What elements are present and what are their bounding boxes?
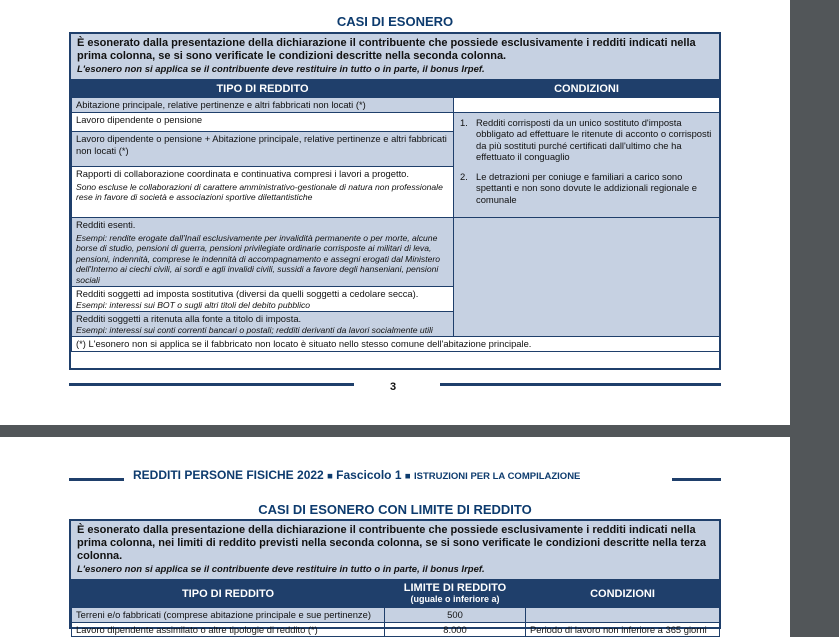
empty-condition-cell: [454, 218, 720, 337]
footer-rule-left: [69, 383, 354, 386]
conditions-cell: [454, 112, 720, 218]
intro-note: L'esonero non si applica se il contribuente deve restituire in tutto o in parte, il bonus Irpef.: [77, 564, 485, 575]
footnote: (*) L'esonero non si applica se il fabbricato non locato è situato nello stesso comune dell'abitazione principale.: [72, 337, 720, 352]
table-row: Lavoro dipendente o pensione: [72, 112, 454, 132]
header-istruzioni: ISTRUZIONI PER LA COMPILAZIONE: [413, 471, 581, 482]
table-row: Terreni e/o fabbricati (comprese abitazione principale e sue pertinenze): [72, 608, 385, 623]
column-header-tipo: TIPO DI REDDITO: [72, 581, 385, 608]
intro-note: L'esonero non si applica se il contribuente deve restituire in tutto o in parte, il bonus Irpef.: [77, 64, 485, 75]
header-rule-left: [69, 478, 124, 481]
empty-condition-cell: [454, 98, 720, 113]
table-row: Redditi soggetti ad imposta sostitutiva (diversi da quelli soggetti a cedolare secca). Esempi: interessi sui BOT o sugli altri titoli del debito pubblico: [72, 287, 454, 312]
table-row: Lavoro dipendente o pensione + Abitazione principale, relative pertinenze e altri fabbricati non locati (*): [72, 132, 454, 167]
condition-item: 2. Le detrazioni per coniuge e familiari a carico sono spettanti e non sono dovute le addizionali regionale e comunale: [460, 170, 697, 205]
condition-cell: Periodo di lavoro non inferiore a 365 giorni: [526, 622, 720, 637]
intro-text: È esonerato dalla presentazione della dichiarazione il contribuente che possiede esclusivamente i redditi indicati nella prima colonna, nei limiti di reddito previsti nella seconda colonna, se si sono verificate le condizioni descritte nella terza colonna.: [77, 524, 706, 562]
row-example: Esempi: interessi sui conti correnti bancari o postali; redditi derivanti da lavori socialmente utili: [76, 324, 433, 335]
section-title: CASI DI ESONERO: [336, 14, 454, 29]
table-row: Abitazione principale, relative pertinenze e altri fabbricati non locati (*): [72, 98, 454, 113]
header-title: REDDITI PERSONE FISICHE 2022: [133, 468, 324, 482]
section-title: CASI DI ESONERO CON LIMITE DI REDDITO: [258, 502, 532, 517]
table-row: Lavoro dipendente assimilato o altre tipologie di reddito (*): [72, 622, 385, 637]
exemption-table: [71, 80, 720, 352]
intro-panel: [71, 34, 719, 80]
limit-table-box: [69, 519, 721, 635]
condition-item: 1. Redditi corrisposti da un unico sostituto d'imposta obbligato ad effettuare le ritenute di acconto o corrisposti da più sostituti purché certificati dall'ultimo che ha effettuato il conguaglio: [460, 116, 712, 162]
row-example: Esempi: rendite erogate dall'Inail esclusivamente per invalidità permanente o per morte, alcune borse di studio, pensioni di guerra, pensioni privilegiate ordinarie corrisposte ai militari di leva, pensioni, indennità, comprese le indennità di accompagnamento e assegni erogati dal Ministero dell'Interno ai ciechi civili, ai sordi e agli invalidi civili, sussidi a favore degli hanseniani, pensioni sociali: [76, 232, 441, 285]
row-example: Esempi: interessi sui BOT o sugli altri titoli del debito pubblico: [76, 299, 311, 310]
exemption-table-box: [69, 32, 721, 370]
column-header-tipo: TIPO DI REDDITO: [72, 81, 454, 98]
page-number: 3: [390, 381, 397, 393]
table-row: Redditi soggetti a ritenuta alla fonte a titolo di imposta. Esempi: interessi sui conti correnti bancari o postali; redditi derivanti da lavori socialmente utili: [72, 312, 454, 337]
column-header-condizioni: CONDIZIONI: [526, 581, 720, 608]
running-header: REDDITI PERSONE FISICHE 2022 ■ Fascicolo 1 ■ ISTRUZIONI PER LA COMPILAZIONE: [69, 468, 721, 484]
table-row: Redditi esenti. Esempi: rendite erogate dall'Inail esclusivamente per invalidità permanente o per morte, alcune borse di studio, pensioni di guerra, pensioni privilegiate ordinarie corrisposte ai militari di leva, pensioni, indennità, comprese le indennità di accompagnamento e assegni erogati dal Ministero dell'Interno ai ciechi civili, ai sordi e agli invalidi civili, sussidi a favore degli hanseniani, pensioni sociali: [72, 218, 454, 287]
header-fascicolo: Fascicolo 1: [336, 468, 402, 482]
intro-panel: [71, 521, 719, 580]
column-header-limite: LIMITE DI REDDITO (uguale o inferiore a): [385, 581, 526, 608]
header-rule-right: [672, 478, 721, 481]
row-example: Sono escluse le collaborazioni di carattere amministrativo-gestionale di natura non professionale rese in favore di società e associazioni sportive dilettantistiche: [76, 181, 443, 203]
table-row: Rapporti di collaborazione coordinata e continuativa compresi i lavori a progetto. Sono escluse le collaborazioni di carattere amministrativo-gestionale di natura non professionale rese in favore di società e associazioni sportive dilettantistiche: [72, 167, 454, 218]
column-header-condizioni: CONDIZIONI: [454, 81, 720, 98]
footer-rule-right: [440, 383, 721, 386]
limit-table: [71, 580, 720, 637]
intro-text: È esonerato dalla presentazione della dichiarazione il contribuente che possiede esclusivamente i redditi indicati nella prima colonna, se si sono verificate le condizioni descritte nella seconda colonna.: [77, 37, 696, 62]
limit-value: 500: [385, 608, 526, 623]
condition-cell: [526, 608, 720, 623]
limit-value: 8.000: [385, 622, 526, 637]
